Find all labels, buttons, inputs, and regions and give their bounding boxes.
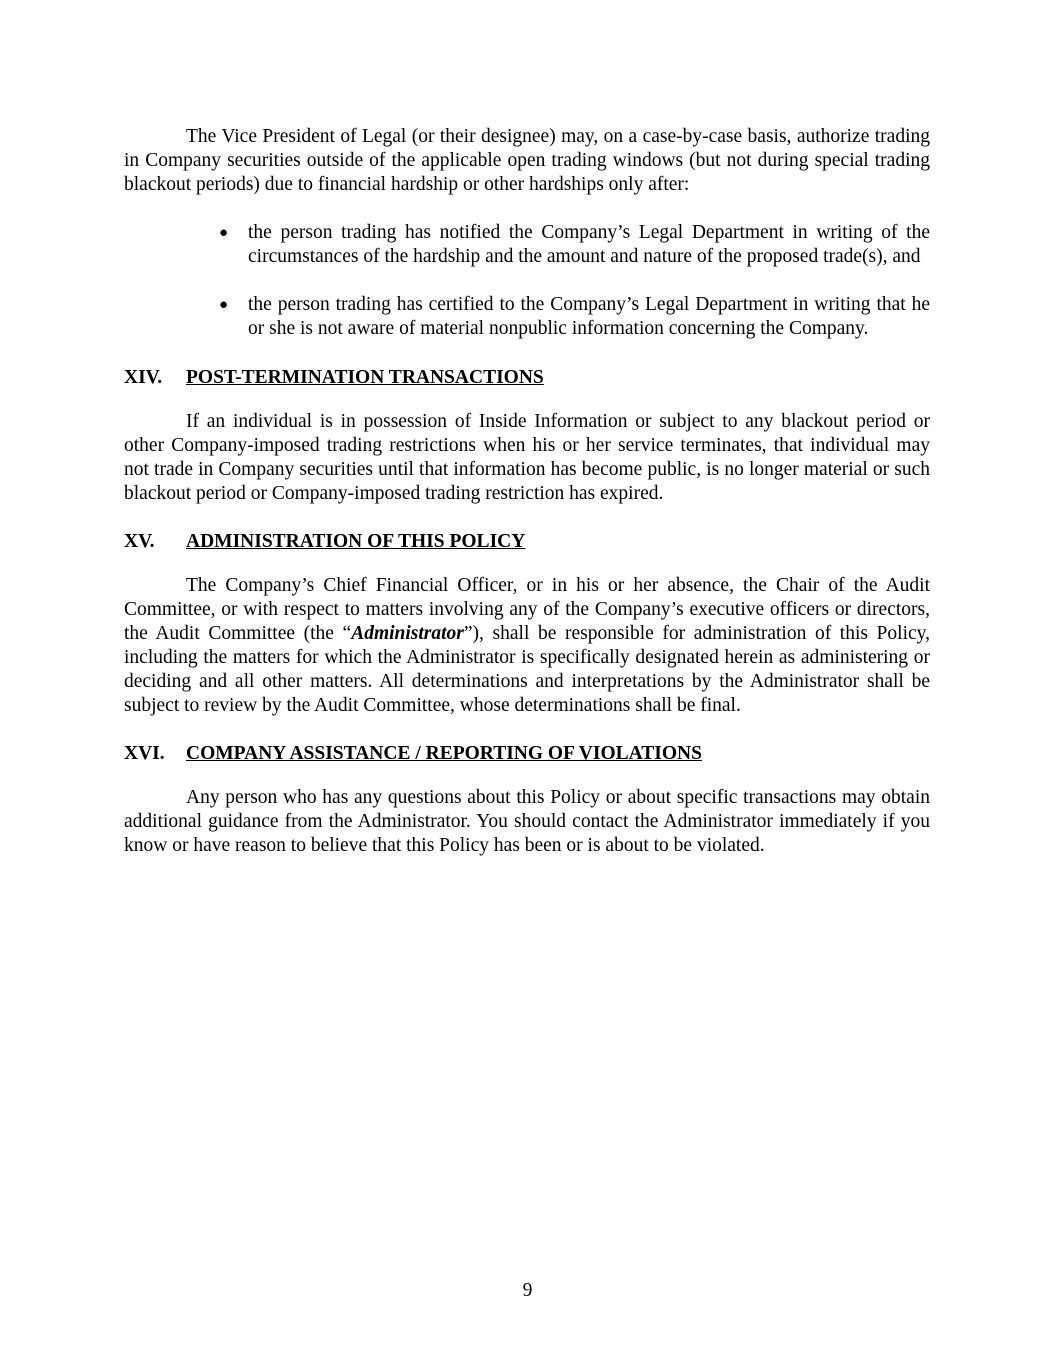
intro-paragraph: The Vice President of Legal (or their designee) may, on a case-by-case basis, authorize trading in Company securities outside of the applicable open trading windows (but not during special trading blackout periods) due to financial hardship or other hardships only after: [124, 126, 930, 195]
section-heading-xv [124, 530, 930, 554]
list-item [219, 293, 930, 341]
section-body-xiv: If an individual is in possession of Inside Information or subject to any blackout period or other Company-imposed trading restrictions when his or her service terminates, that individual may not trade in Company securities until that information has become public, is no longer material or such blackout period or Company-imposed trading restriction has expired. [124, 411, 930, 504]
section-body-xvi: Any person who has any questions about this Policy or about specific transactions may obtain additional guidance from the Administrator. You should contact the Administrator immediately if you know or have reason to believe that this Policy has been or is about to be violated. [124, 787, 930, 856]
section-title: COMPANY ASSISTANCE / REPORTING OF VIOLATIONS [186, 743, 702, 764]
section-number: XVI. [124, 743, 165, 764]
body-text-before: The Company’s Chief Financial Officer, or in his or her absence, the Chair of the Audit Committee, or with respect to matters involving any of the Company’s executive officers or directors, the Audit Committee (the “ [124, 575, 930, 644]
defined-term: Administrator [351, 623, 464, 644]
section-number: XIV. [124, 367, 163, 388]
section-body-xv [124, 574, 930, 718]
bullet-icon: ● [219, 225, 229, 241]
section-heading-xiv [124, 366, 930, 390]
bullet-icon: ● [219, 297, 229, 313]
section-heading-xvi [124, 742, 930, 766]
hardship-conditions-list [124, 221, 930, 341]
list-item-text: the person trading has certified to the Company’s Legal Department in writing that he or she is not aware of material nonpublic information concerning the Company. [248, 294, 930, 339]
body-text-after: ”), shall be responsible for administration of this Policy, including the matters for which the Administrator is specifically designated herein as administering or deciding and all other matters. All determinations and interpretations by the Administrator shall be subject to review by the Audit Committee, whose determinations shall be final. [124, 623, 930, 716]
section-title: ADMINISTRATION OF THIS POLICY [186, 531, 526, 552]
list-item-text: the person trading has notified the Company’s Legal Department in writing of the circumstances of the hardship and the amount and nature of the proposed trade(s), and [248, 222, 930, 267]
list-item [219, 221, 930, 269]
section-number: XV. [124, 531, 155, 552]
section-title: POST-TERMINATION TRANSACTIONS [186, 367, 544, 388]
document-page [124, 125, 930, 858]
page-number: 9 [522, 1280, 533, 1301]
